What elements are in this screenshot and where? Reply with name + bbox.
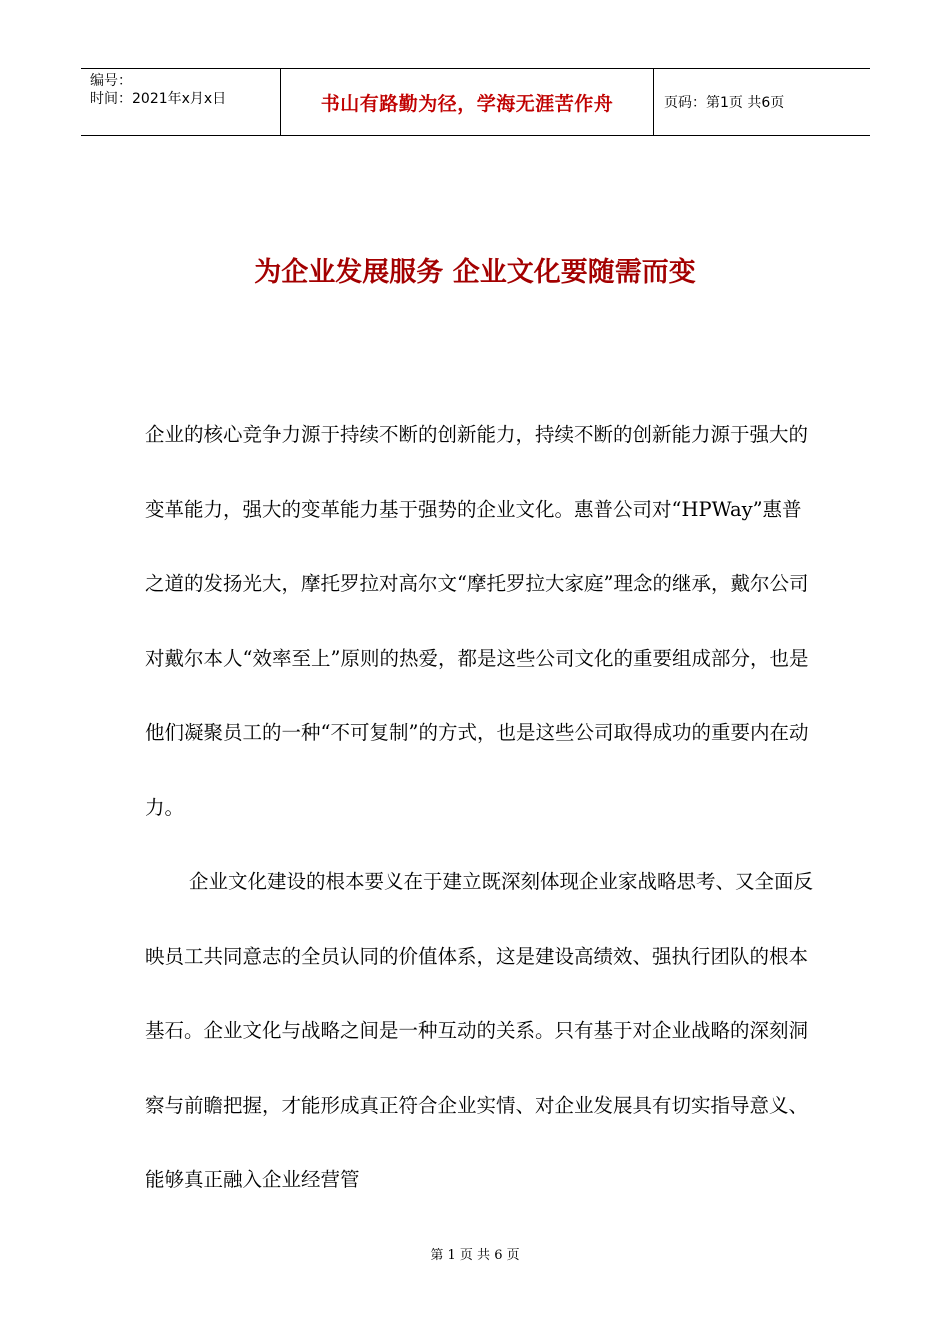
time-label: 时间：2021年x月x日 xyxy=(90,91,227,107)
paragraph: 企业文化建设的根本要义在于建立既深刻体现企业家战略思考、又全面反映员工共同意志的全员认同的价值体系，这是建设高绩效、强执行团队的根本基石。企业文化与战略之间是一种互动的关系。只有基于对企业战略的深刻洞察与前瞻把握，才能形成真正符合企业实情、对企业发展具有切实指导意义、能够真正融入企业经营管 xyxy=(145,870,814,1191)
number-label: 编号： xyxy=(90,73,132,89)
header-motto: 书山有路勤为径，学海无涯苦作舟 xyxy=(281,69,654,135)
header-page-info: 页码：第1页 共6页 xyxy=(664,95,785,111)
document-body xyxy=(145,398,815,1218)
header-meta-cell xyxy=(81,69,281,135)
paragraph: 企业的核心竞争力源于持续不断的创新能力，持续不断的创新能力源于强大的变革能力，强大的变革能力基于强势的企业文化。惠普公司对“HPWay”惠普之道的发扬光大，摩托罗拉对高尔文“摩托罗拉大家庭”理念的继承，戴尔公司对戴尔本人“效率至上”原则的热爱，都是这些公司文化的重要组成部分，也是他们凝聚员工的一种“不可复制”的方式，也是这些公司取得成功的重要内在动力。 xyxy=(145,423,809,819)
page-footer: 第 1 页 共 6 页 xyxy=(430,1248,520,1263)
document-title: 为企业发展服务 企业文化要随需而变 xyxy=(254,257,696,288)
header-table xyxy=(81,68,870,136)
